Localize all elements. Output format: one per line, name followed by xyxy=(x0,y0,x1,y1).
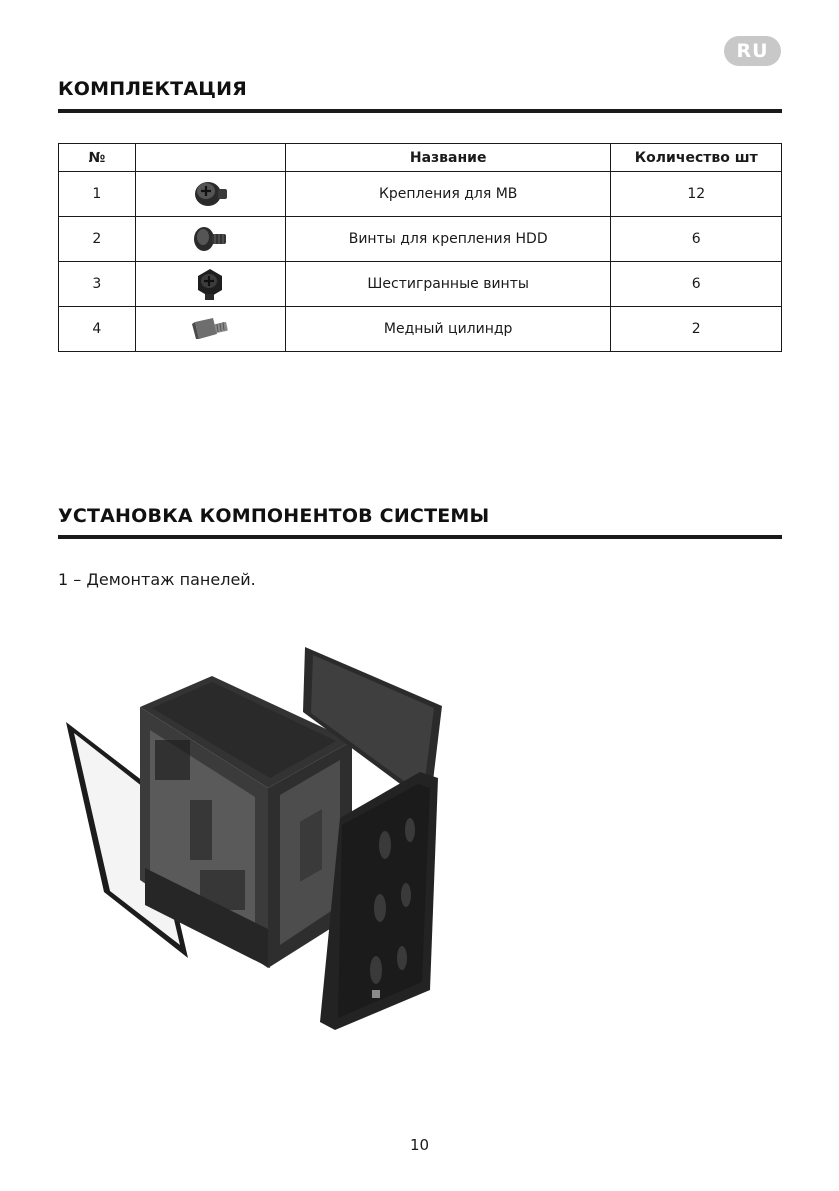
row-image xyxy=(135,262,285,307)
header-image xyxy=(135,144,285,172)
row-name: Медный цилиндр xyxy=(285,307,611,352)
section-divider xyxy=(58,109,782,113)
header-qty: Количество шт xyxy=(611,144,782,172)
mb-screw-icon xyxy=(190,177,230,211)
row-num: 3 xyxy=(59,262,136,307)
row-image xyxy=(135,217,285,262)
page-number: 10 xyxy=(409,1136,430,1154)
row-image xyxy=(135,307,285,352)
row-qty: 12 xyxy=(611,172,782,217)
header-name: Название xyxy=(285,144,611,172)
row-num: 1 xyxy=(59,172,136,217)
kit-table xyxy=(58,143,782,352)
row-name: Шестигранные винты xyxy=(285,262,611,307)
row-qty: 6 xyxy=(611,217,782,262)
step-1-text: 1 – Демонтаж панелей. xyxy=(58,570,256,589)
row-name: Винты для крепления HDD xyxy=(285,217,611,262)
row-image xyxy=(135,172,285,217)
case-exploded-illustration xyxy=(60,640,460,1040)
brass-standoff-icon xyxy=(187,312,233,346)
header-num: № xyxy=(59,144,136,172)
section-divider xyxy=(58,535,782,539)
section-title-kit: КОМПЛЕКТАЦИЯ xyxy=(58,78,248,100)
section-title-installation: УСТАНОВКА КОМПОНЕНТОВ СИСТЕМЫ xyxy=(58,505,490,527)
row-qty: 2 xyxy=(611,307,782,352)
language-badge: RU xyxy=(724,36,781,66)
row-num: 4 xyxy=(59,307,136,352)
table-header-row xyxy=(59,144,782,172)
hdd-screw-icon xyxy=(190,222,230,256)
row-qty: 6 xyxy=(611,262,782,307)
hex-screw-icon xyxy=(190,266,230,302)
table-row xyxy=(59,217,782,262)
row-num: 2 xyxy=(59,217,136,262)
table-row xyxy=(59,262,782,307)
table-row xyxy=(59,172,782,217)
row-name: Крепления для MB xyxy=(285,172,611,217)
table-row xyxy=(59,307,782,352)
